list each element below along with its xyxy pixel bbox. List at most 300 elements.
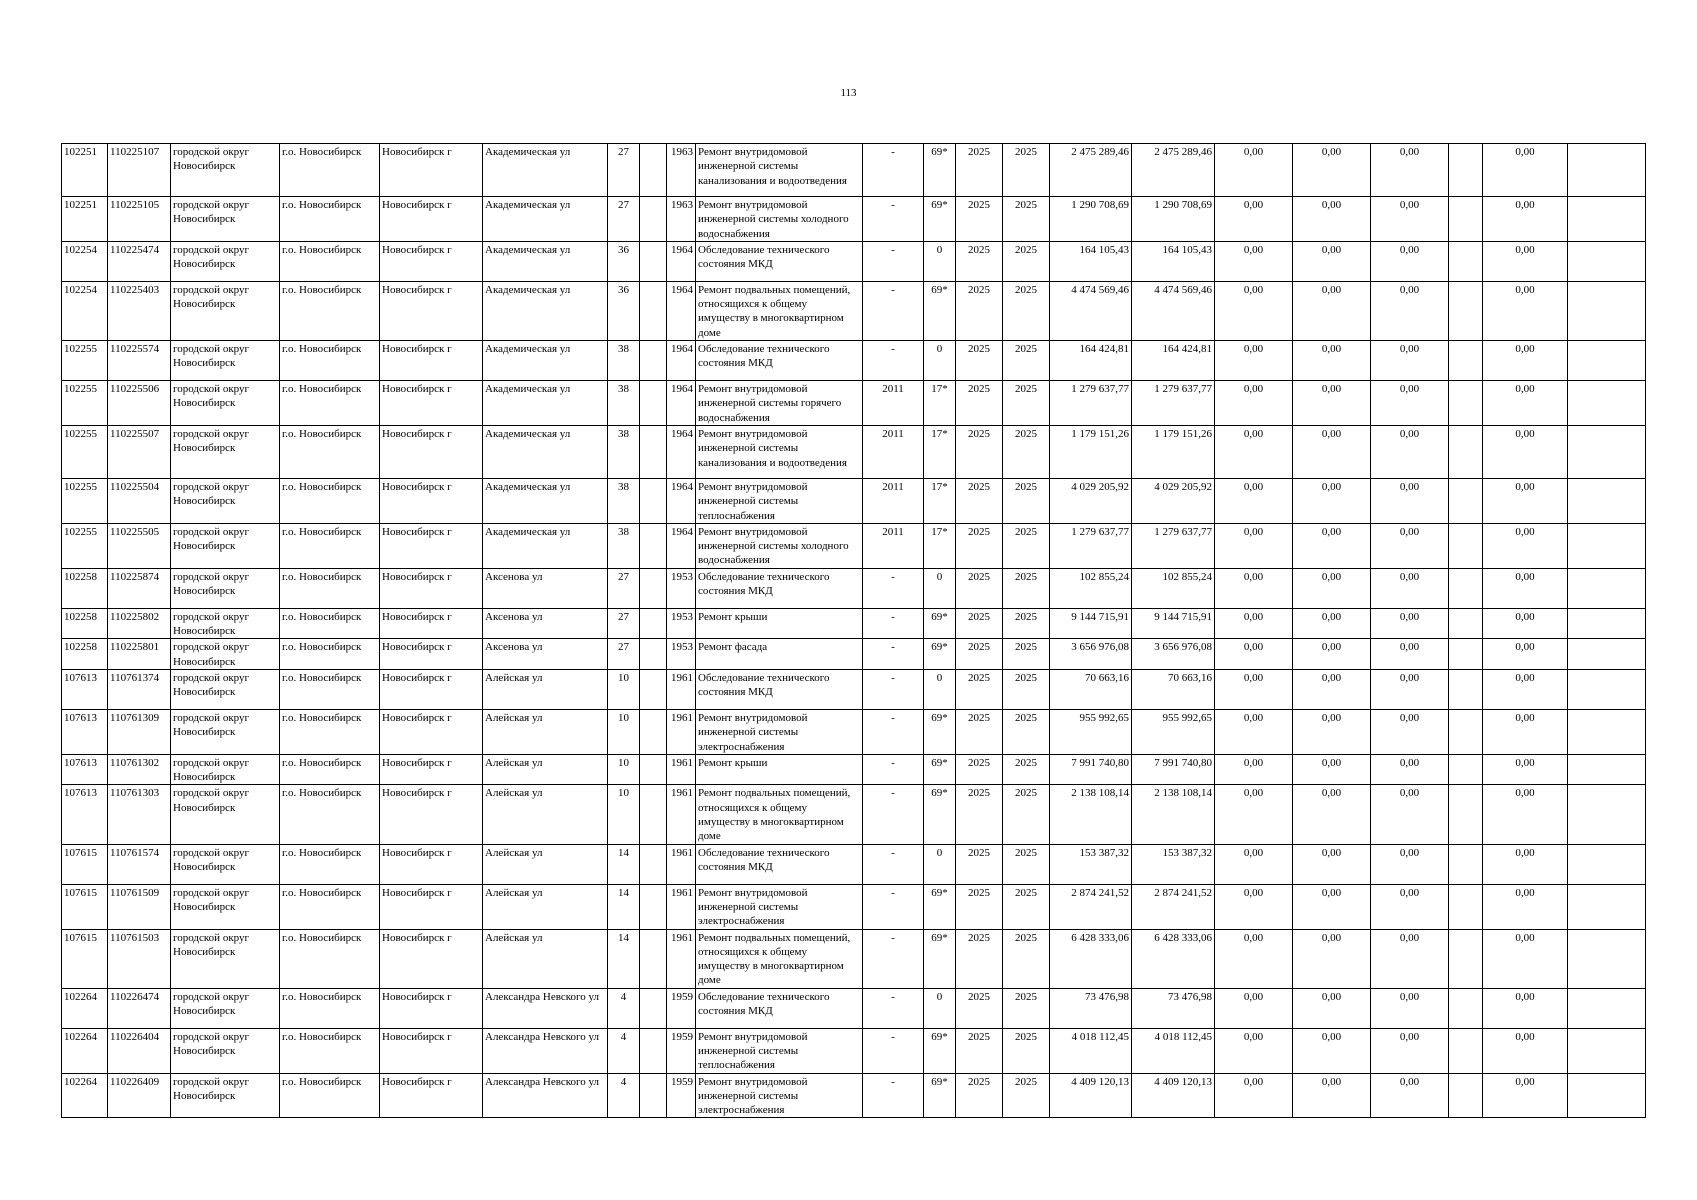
- cell-house-number: 14: [608, 929, 640, 988]
- cell-year-end: 2025: [1003, 281, 1050, 340]
- cell-municipality: городской округ Новосибирск: [171, 197, 280, 242]
- cell-work-type: Ремонт внутридомовой инженерной системы холодного водоснабжения: [696, 197, 863, 242]
- cell-street: Алейская ул: [483, 709, 608, 754]
- cell-cost-owners: 0,00: [1483, 425, 1568, 478]
- cell-total-cost: 153 387,32: [1050, 844, 1132, 884]
- cell-municipal-district: г.о. Новосибирск: [280, 341, 380, 381]
- cell-street: Алейская ул: [483, 929, 608, 988]
- cell-last-repair-year: -: [863, 568, 924, 608]
- cell-blank-col: [1449, 669, 1483, 709]
- cell-total-cost: 6 428 333,06: [1050, 929, 1132, 988]
- cell-last-repair-year: -: [863, 144, 924, 197]
- cell-year-built: 1961: [667, 844, 696, 884]
- cell-work-id: 110226474: [108, 988, 171, 1028]
- cell-last-repair-year: -: [863, 669, 924, 709]
- cell-building: [640, 669, 667, 709]
- table-row: [62, 608, 1646, 639]
- cell-cost-local: 0,00: [1371, 608, 1449, 639]
- cell-last-repair-year: -: [863, 1028, 924, 1073]
- cell-wear-percent: 17*: [924, 478, 956, 523]
- cell-cost-local: 0,00: [1371, 785, 1449, 844]
- cell-year-start: 2025: [956, 988, 1003, 1028]
- cell-street: Академическая ул: [483, 425, 608, 478]
- cell-wear-percent: 0: [924, 241, 956, 281]
- cell-year-built: 1964: [667, 425, 696, 478]
- cell-work-type: Ремонт подвальных помещений, относящихся к общему имуществу в многоквартирном доме: [696, 929, 863, 988]
- cell-year-start: 2025: [956, 669, 1003, 709]
- cell-blank-col-2: [1568, 478, 1646, 523]
- cell-work-type: Ремонт внутридомовой инженерной системы электроснабжения: [696, 884, 863, 929]
- cell-wear-percent: 0: [924, 568, 956, 608]
- cell-municipal-district: г.о. Новосибирск: [280, 608, 380, 639]
- cell-blank-col-2: [1568, 929, 1646, 988]
- cell-year-start: 2025: [956, 144, 1003, 197]
- cell-house-id: 107615: [62, 929, 108, 988]
- cell-municipal-district: г.о. Новосибирск: [280, 241, 380, 281]
- cell-cost-regional: 0,00: [1293, 144, 1371, 197]
- cell-municipality: городской округ Новосибирск: [171, 639, 280, 670]
- cell-work-type: Ремонт крыши: [696, 608, 863, 639]
- cell-wear-percent: 69*: [924, 281, 956, 340]
- table-row: [62, 844, 1646, 884]
- cell-cost-regional: 0,00: [1293, 608, 1371, 639]
- cell-year-end: 2025: [1003, 709, 1050, 754]
- cell-year-built: 1964: [667, 241, 696, 281]
- cell-settlement: Новосибирск г: [380, 478, 483, 523]
- cell-street: Аксенова ул: [483, 608, 608, 639]
- cell-cost-federal: 0,00: [1215, 523, 1293, 568]
- cell-year-start: 2025: [956, 523, 1003, 568]
- cell-work-id: 110225107: [108, 144, 171, 197]
- cell-year-built: 1961: [667, 669, 696, 709]
- cell-municipality: городской округ Новосибирск: [171, 241, 280, 281]
- cell-year-built: 1964: [667, 341, 696, 381]
- cell-cost-local: 0,00: [1371, 197, 1449, 242]
- cell-last-repair-year: -: [863, 281, 924, 340]
- cell-year-end: 2025: [1003, 341, 1050, 381]
- cell-settlement: Новосибирск г: [380, 197, 483, 242]
- cell-house-id: 102258: [62, 568, 108, 608]
- cell-work-id: 110225507: [108, 425, 171, 478]
- table-row: [62, 988, 1646, 1028]
- cell-cost-federal: 0,00: [1215, 608, 1293, 639]
- cell-total-cost: 7 991 740,80: [1050, 754, 1132, 785]
- cell-municipality: городской округ Новосибирск: [171, 568, 280, 608]
- cell-house-id: 102255: [62, 381, 108, 426]
- cell-building: [640, 608, 667, 639]
- cell-house-number: 10: [608, 785, 640, 844]
- cell-settlement: Новосибирск г: [380, 425, 483, 478]
- cell-cost-regional: 0,00: [1293, 241, 1371, 281]
- cell-street: Академическая ул: [483, 144, 608, 197]
- cell-building: [640, 929, 667, 988]
- cell-blank-col: [1449, 381, 1483, 426]
- cell-cost-owners: 0,00: [1483, 884, 1568, 929]
- cell-work-id: 110761309: [108, 709, 171, 754]
- cell-wear-percent: 17*: [924, 425, 956, 478]
- cell-settlement: Новосибирск г: [380, 281, 483, 340]
- cell-wear-percent: 17*: [924, 381, 956, 426]
- cell-work-type: Обследование технического состояния МКД: [696, 568, 863, 608]
- cell-year-built: 1964: [667, 523, 696, 568]
- cell-year-start: 2025: [956, 709, 1003, 754]
- cell-house-id: 102254: [62, 241, 108, 281]
- cell-cost-local: 0,00: [1371, 381, 1449, 426]
- cell-cost-local: 0,00: [1371, 709, 1449, 754]
- cell-municipality: городской округ Новосибирск: [171, 669, 280, 709]
- cell-year-end: 2025: [1003, 988, 1050, 1028]
- cell-last-repair-year: -: [863, 785, 924, 844]
- cell-house-number: 10: [608, 669, 640, 709]
- cell-year-built: 1961: [667, 929, 696, 988]
- cell-total-cost: 1 179 151,26: [1050, 425, 1132, 478]
- cell-last-repair-year: -: [863, 341, 924, 381]
- cell-house-number: 14: [608, 884, 640, 929]
- cell-last-repair-year: 2011: [863, 523, 924, 568]
- cell-work-id: 110761574: [108, 844, 171, 884]
- cell-work-id: 110225801: [108, 639, 171, 670]
- cell-municipal-district: г.о. Новосибирск: [280, 381, 380, 426]
- cell-building: [640, 785, 667, 844]
- cell-total-cost: 2 138 108,14: [1050, 785, 1132, 844]
- table-row: [62, 425, 1646, 478]
- cell-blank-col-2: [1568, 144, 1646, 197]
- cell-year-built: 1964: [667, 381, 696, 426]
- cell-municipal-district: г.о. Новосибирск: [280, 929, 380, 988]
- cell-blank-col-2: [1568, 568, 1646, 608]
- cell-settlement: Новосибирск г: [380, 639, 483, 670]
- cell-year-end: 2025: [1003, 669, 1050, 709]
- cell-work-id: 110761509: [108, 884, 171, 929]
- cell-municipality: городской округ Новосибирск: [171, 929, 280, 988]
- cell-wear-percent: 69*: [924, 884, 956, 929]
- cell-house-id: 102258: [62, 608, 108, 639]
- table-row: [62, 241, 1646, 281]
- cell-house-id: 102258: [62, 639, 108, 670]
- cell-work-type: Ремонт внутридомовой инженерной системы канализования и водоотведения: [696, 425, 863, 478]
- cell-street: Академическая ул: [483, 281, 608, 340]
- cell-year-built: 1961: [667, 785, 696, 844]
- cell-cost-local: 0,00: [1371, 844, 1449, 884]
- cell-cost-federal: 0,00: [1215, 785, 1293, 844]
- cell-cost-local: 0,00: [1371, 669, 1449, 709]
- cell-street: Академическая ул: [483, 241, 608, 281]
- cell-blank-col: [1449, 639, 1483, 670]
- cell-municipal-district: г.о. Новосибирск: [280, 988, 380, 1028]
- cell-blank-col-2: [1568, 381, 1646, 426]
- cell-work-type: Ремонт внутридомовой инженерной системы горячего водоснабжения: [696, 381, 863, 426]
- cell-cost-regional: 0,00: [1293, 478, 1371, 523]
- cell-cost-fund: 4 409 120,13: [1132, 1073, 1215, 1118]
- cell-cost-fund: 9 144 715,91: [1132, 608, 1215, 639]
- cell-year-end: 2025: [1003, 1073, 1050, 1118]
- cell-cost-owners: 0,00: [1483, 709, 1568, 754]
- cell-settlement: Новосибирск г: [380, 241, 483, 281]
- cell-wear-percent: 69*: [924, 754, 956, 785]
- cell-year-built: 1961: [667, 884, 696, 929]
- cell-blank-col-2: [1568, 197, 1646, 242]
- cell-work-type: Ремонт внутридомовой инженерной системы теплоснабжения: [696, 478, 863, 523]
- cell-work-type: Ремонт внутридомовой инженерной системы электроснабжения: [696, 709, 863, 754]
- cell-cost-federal: 0,00: [1215, 884, 1293, 929]
- cell-building: [640, 844, 667, 884]
- cell-work-type: Обследование технического состояния МКД: [696, 669, 863, 709]
- page-number: 113: [840, 87, 857, 99]
- cell-year-built: 1953: [667, 639, 696, 670]
- cell-blank-col-2: [1568, 785, 1646, 844]
- cell-last-repair-year: -: [863, 988, 924, 1028]
- cell-cost-local: 0,00: [1371, 639, 1449, 670]
- cell-blank-col: [1449, 281, 1483, 340]
- cell-municipality: городской округ Новосибирск: [171, 281, 280, 340]
- cell-last-repair-year: -: [863, 608, 924, 639]
- cell-street: Алейская ул: [483, 669, 608, 709]
- cell-settlement: Новосибирск г: [380, 381, 483, 426]
- cell-work-id: 110225504: [108, 478, 171, 523]
- cell-work-id: 110225474: [108, 241, 171, 281]
- cell-blank-col: [1449, 988, 1483, 1028]
- cell-total-cost: 4 029 205,92: [1050, 478, 1132, 523]
- cell-work-id: 110761303: [108, 785, 171, 844]
- cell-work-id: 110225874: [108, 568, 171, 608]
- cell-year-start: 2025: [956, 639, 1003, 670]
- cell-wear-percent: 0: [924, 341, 956, 381]
- cell-house-id: 107613: [62, 785, 108, 844]
- cell-wear-percent: 69*: [924, 608, 956, 639]
- cell-house-number: 4: [608, 988, 640, 1028]
- cell-cost-owners: 0,00: [1483, 341, 1568, 381]
- cell-street: Александра Невского ул: [483, 1073, 608, 1118]
- cell-blank-col: [1449, 929, 1483, 988]
- cell-work-id: 110761374: [108, 669, 171, 709]
- cell-work-type: Ремонт подвальных помещений, относящихся к общему имуществу в многоквартирном доме: [696, 281, 863, 340]
- cell-year-end: 2025: [1003, 568, 1050, 608]
- cell-settlement: Новосибирск г: [380, 709, 483, 754]
- cell-street: Александра Невского ул: [483, 1028, 608, 1073]
- cell-total-cost: 9 144 715,91: [1050, 608, 1132, 639]
- cell-cost-local: 0,00: [1371, 144, 1449, 197]
- cell-cost-regional: 0,00: [1293, 709, 1371, 754]
- cell-cost-owners: 0,00: [1483, 754, 1568, 785]
- cell-year-start: 2025: [956, 341, 1003, 381]
- cell-year-start: 2025: [956, 478, 1003, 523]
- cell-house-id: 102255: [62, 478, 108, 523]
- cell-cost-fund: 3 656 976,08: [1132, 639, 1215, 670]
- cell-blank-col-2: [1568, 425, 1646, 478]
- cell-street: Академическая ул: [483, 478, 608, 523]
- cell-year-start: 2025: [956, 381, 1003, 426]
- cell-cost-local: 0,00: [1371, 1028, 1449, 1073]
- cell-last-repair-year: -: [863, 197, 924, 242]
- cell-cost-fund: 4 029 205,92: [1132, 478, 1215, 523]
- cell-total-cost: 102 855,24: [1050, 568, 1132, 608]
- cell-cost-owners: 0,00: [1483, 478, 1568, 523]
- cell-cost-local: 0,00: [1371, 241, 1449, 281]
- cell-cost-regional: 0,00: [1293, 884, 1371, 929]
- cell-year-end: 2025: [1003, 381, 1050, 426]
- cell-blank-col: [1449, 709, 1483, 754]
- cell-house-number: 27: [608, 144, 640, 197]
- cell-last-repair-year: -: [863, 844, 924, 884]
- cell-blank-col: [1449, 197, 1483, 242]
- cell-cost-federal: 0,00: [1215, 197, 1293, 242]
- cell-cost-regional: 0,00: [1293, 785, 1371, 844]
- cell-settlement: Новосибирск г: [380, 523, 483, 568]
- cell-blank-col-2: [1568, 341, 1646, 381]
- table-row: [62, 523, 1646, 568]
- cell-municipal-district: г.о. Новосибирск: [280, 709, 380, 754]
- cell-house-number: 10: [608, 754, 640, 785]
- cell-municipality: городской округ Новосибирск: [171, 144, 280, 197]
- cell-year-start: 2025: [956, 929, 1003, 988]
- table-row: [62, 568, 1646, 608]
- cell-cost-local: 0,00: [1371, 523, 1449, 568]
- cell-year-end: 2025: [1003, 608, 1050, 639]
- cell-building: [640, 709, 667, 754]
- cell-house-number: 4: [608, 1028, 640, 1073]
- cell-cost-fund: 4 474 569,46: [1132, 281, 1215, 340]
- cell-settlement: Новосибирск г: [380, 608, 483, 639]
- cell-cost-local: 0,00: [1371, 754, 1449, 785]
- cell-wear-percent: 0: [924, 669, 956, 709]
- cell-building: [640, 341, 667, 381]
- cell-blank-col: [1449, 523, 1483, 568]
- cell-work-type: Ремонт внутридомовой инженерной системы канализования и водоотведения: [696, 144, 863, 197]
- cell-year-built: 1963: [667, 144, 696, 197]
- cell-building: [640, 988, 667, 1028]
- cell-cost-fund: 164 105,43: [1132, 241, 1215, 281]
- cell-building: [640, 381, 667, 426]
- cell-cost-regional: 0,00: [1293, 754, 1371, 785]
- cell-blank-col: [1449, 884, 1483, 929]
- cell-house-id: 107613: [62, 754, 108, 785]
- capital-repair-table: [61, 143, 1646, 1118]
- cell-wear-percent: 69*: [924, 709, 956, 754]
- cell-municipality: городской округ Новосибирск: [171, 709, 280, 754]
- cell-work-type: Обследование технического состояния МКД: [696, 844, 863, 884]
- cell-cost-federal: 0,00: [1215, 144, 1293, 197]
- cell-blank-col-2: [1568, 709, 1646, 754]
- cell-municipal-district: г.о. Новосибирск: [280, 478, 380, 523]
- cell-settlement: Новосибирск г: [380, 785, 483, 844]
- cell-house-number: 27: [608, 568, 640, 608]
- cell-total-cost: 164 424,81: [1050, 341, 1132, 381]
- cell-cost-local: 0,00: [1371, 425, 1449, 478]
- cell-year-built: 1959: [667, 988, 696, 1028]
- cell-house-id: 107613: [62, 709, 108, 754]
- cell-cost-owners: 0,00: [1483, 144, 1568, 197]
- cell-settlement: Новосибирск г: [380, 341, 483, 381]
- cell-year-end: 2025: [1003, 1028, 1050, 1073]
- cell-blank-col-2: [1568, 1028, 1646, 1073]
- cell-year-start: 2025: [956, 608, 1003, 639]
- cell-total-cost: 70 663,16: [1050, 669, 1132, 709]
- cell-cost-regional: 0,00: [1293, 669, 1371, 709]
- cell-cost-owners: 0,00: [1483, 1028, 1568, 1073]
- cell-blank-col: [1449, 341, 1483, 381]
- cell-cost-fund: 1 179 151,26: [1132, 425, 1215, 478]
- cell-cost-regional: 0,00: [1293, 1073, 1371, 1118]
- cell-work-id: 110225802: [108, 608, 171, 639]
- cell-municipality: городской округ Новосибирск: [171, 754, 280, 785]
- cell-year-end: 2025: [1003, 754, 1050, 785]
- cell-municipal-district: г.о. Новосибирск: [280, 844, 380, 884]
- cell-year-end: 2025: [1003, 884, 1050, 929]
- cell-year-built: 1964: [667, 478, 696, 523]
- cell-blank-col-2: [1568, 639, 1646, 670]
- cell-cost-fund: 102 855,24: [1132, 568, 1215, 608]
- cell-cost-fund: 6 428 333,06: [1132, 929, 1215, 988]
- cell-total-cost: 955 992,65: [1050, 709, 1132, 754]
- cell-street: Алейская ул: [483, 884, 608, 929]
- cell-year-start: 2025: [956, 1073, 1003, 1118]
- cell-cost-federal: 0,00: [1215, 241, 1293, 281]
- cell-cost-regional: 0,00: [1293, 929, 1371, 988]
- cell-blank-col-2: [1568, 608, 1646, 639]
- cell-blank-col-2: [1568, 241, 1646, 281]
- cell-blank-col-2: [1568, 988, 1646, 1028]
- cell-blank-col-2: [1568, 754, 1646, 785]
- cell-total-cost: 73 476,98: [1050, 988, 1132, 1028]
- cell-house-id: 102255: [62, 341, 108, 381]
- cell-building: [640, 241, 667, 281]
- cell-cost-owners: 0,00: [1483, 241, 1568, 281]
- cell-blank-col: [1449, 144, 1483, 197]
- cell-cost-federal: 0,00: [1215, 381, 1293, 426]
- cell-last-repair-year: 2011: [863, 478, 924, 523]
- cell-blank-col-2: [1568, 1073, 1646, 1118]
- cell-work-type: Ремонт крыши: [696, 754, 863, 785]
- cell-year-start: 2025: [956, 1028, 1003, 1073]
- cell-building: [640, 478, 667, 523]
- cell-cost-federal: 0,00: [1215, 988, 1293, 1028]
- cell-total-cost: 1 279 637,77: [1050, 381, 1132, 426]
- cell-work-id: 110225505: [108, 523, 171, 568]
- cell-settlement: Новосибирск г: [380, 754, 483, 785]
- cell-cost-owners: 0,00: [1483, 568, 1568, 608]
- cell-municipality: городской округ Новосибирск: [171, 478, 280, 523]
- cell-house-id: 102255: [62, 425, 108, 478]
- cell-cost-fund: 2 874 241,52: [1132, 884, 1215, 929]
- cell-cost-fund: 1 279 637,77: [1132, 381, 1215, 426]
- cell-year-built: 1963: [667, 197, 696, 242]
- cell-work-type: Обследование технического состояния МКД: [696, 241, 863, 281]
- cell-municipal-district: г.о. Новосибирск: [280, 523, 380, 568]
- cell-building: [640, 197, 667, 242]
- cell-settlement: Новосибирск г: [380, 988, 483, 1028]
- cell-street: Алейская ул: [483, 785, 608, 844]
- cell-cost-owners: 0,00: [1483, 381, 1568, 426]
- cell-house-number: 14: [608, 844, 640, 884]
- cell-year-end: 2025: [1003, 785, 1050, 844]
- cell-year-start: 2025: [956, 568, 1003, 608]
- cell-house-number: 27: [608, 608, 640, 639]
- cell-house-number: 4: [608, 1073, 640, 1118]
- cell-work-id: 110761302: [108, 754, 171, 785]
- cell-building: [640, 523, 667, 568]
- cell-cost-owners: 0,00: [1483, 523, 1568, 568]
- cell-house-id: 102264: [62, 1028, 108, 1073]
- cell-work-id: 110761503: [108, 929, 171, 988]
- cell-year-end: 2025: [1003, 478, 1050, 523]
- cell-blank-col-2: [1568, 669, 1646, 709]
- cell-house-id: 107613: [62, 669, 108, 709]
- cell-municipality: городской округ Новосибирск: [171, 1073, 280, 1118]
- cell-year-end: 2025: [1003, 844, 1050, 884]
- cell-settlement: Новосибирск г: [380, 884, 483, 929]
- cell-year-end: 2025: [1003, 929, 1050, 988]
- cell-municipal-district: г.о. Новосибирск: [280, 425, 380, 478]
